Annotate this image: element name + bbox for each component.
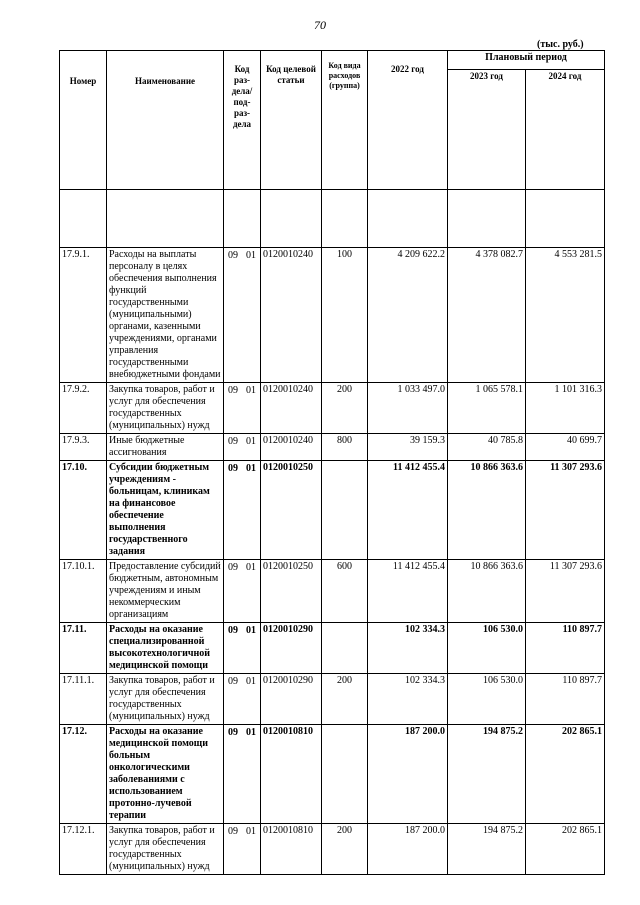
row-razdel: 09	[228, 436, 238, 447]
row-value-2023: 106 530.0	[448, 623, 526, 674]
row-value-2022: 102 334.3	[368, 674, 448, 725]
row-razdel: 09	[228, 826, 238, 837]
row-value-2023: 194 875.2	[448, 824, 526, 875]
table-row	[60, 434, 605, 461]
row-name: Субсидии бюджетным учреждениям - больницам, клиникам на финансовое обеспечение выполнения государственного задания	[107, 461, 224, 560]
row-number: 17.9.1.	[60, 248, 107, 383]
row-target-code: 0120010250	[261, 461, 322, 560]
row-razdel: 09	[228, 463, 238, 474]
row-value-2024: 40 699.7	[526, 434, 605, 461]
row-razdel: 09	[228, 562, 238, 573]
row-expense-type	[322, 461, 368, 560]
row-podrazdel: 01	[246, 385, 256, 396]
header-year-2024: 2024 год	[526, 70, 605, 190]
row-expense-type: 800	[322, 434, 368, 461]
row-podrazdel: 01	[246, 436, 256, 447]
table-row	[60, 824, 605, 875]
row-name: Иные бюджетные ассигнования	[107, 434, 224, 461]
row-name: Предоставление субсидий бюджетным, автономным учреждениям и иным некоммерческим организациям	[107, 560, 224, 623]
header-plan-period: Плановый период	[448, 51, 605, 70]
row-value-2023: 40 785.8	[448, 434, 526, 461]
row-podrazdel: 01	[246, 250, 256, 261]
row-number: 17.10.1.	[60, 560, 107, 623]
row-target-code: 0120010810	[261, 824, 322, 875]
row-value-2022: 4 209 622.2	[368, 248, 448, 383]
header-year-2023: 2023 год	[448, 70, 526, 190]
row-value-2024: 1 101 316.3	[526, 383, 605, 434]
row-razdel: 09	[228, 625, 238, 636]
row-value-2024: 11 307 293.6	[526, 560, 605, 623]
row-expense-type	[322, 725, 368, 824]
row-value-2024: 202 865.1	[526, 824, 605, 875]
row-target-code: 0120010810	[261, 725, 322, 824]
row-section-code	[224, 725, 261, 824]
row-value-2024: 4 553 281.5	[526, 248, 605, 383]
row-value-2024: 110 897.7	[526, 623, 605, 674]
row-name: Расходы на оказание специализированной высокотехнологичной медицинской помощи	[107, 623, 224, 674]
row-podrazdel: 01	[246, 463, 256, 474]
row-razdel: 09	[228, 676, 238, 687]
row-target-code: 0120010240	[261, 248, 322, 383]
row-value-2023: 4 378 082.7	[448, 248, 526, 383]
row-name: Закупка товаров, работ и услуг для обеспечения государственных (муниципальных) нужд	[107, 824, 224, 875]
row-value-2023: 194 875.2	[448, 725, 526, 824]
row-section-code	[224, 248, 261, 383]
header-year-2022: 2022 год	[368, 51, 448, 190]
table-row	[60, 248, 605, 383]
row-podrazdel: 01	[246, 625, 256, 636]
row-razdel: 09	[228, 727, 238, 738]
row-expense-type: 100	[322, 248, 368, 383]
row-target-code: 0120010240	[261, 383, 322, 434]
row-expense-type: 200	[322, 824, 368, 875]
row-section-code	[224, 383, 261, 434]
row-expense-type	[322, 623, 368, 674]
row-section-code	[224, 824, 261, 875]
row-target-code: 0120010240	[261, 434, 322, 461]
row-name: Закупка товаров, работ и услуг для обеспечения государственных (муниципальных) нужд	[107, 674, 224, 725]
table-row	[60, 623, 605, 674]
row-value-2022: 187 200.0	[368, 725, 448, 824]
row-value-2023: 10 866 363.6	[448, 560, 526, 623]
row-value-2022: 102 334.3	[368, 623, 448, 674]
budget-table	[59, 50, 605, 875]
row-name: Расходы на выплаты персоналу в целях обеспечения выполнения функций государственными (муниципальными) органами, казенными учреждениями, органами управления государственными внебюджетными фондами	[107, 248, 224, 383]
row-podrazdel: 01	[246, 676, 256, 687]
page-number: 70	[314, 18, 326, 32]
row-podrazdel: 01	[246, 727, 256, 738]
row-target-code: 0120010290	[261, 674, 322, 725]
row-value-2024: 11 307 293.6	[526, 461, 605, 560]
header-target-code: Код целевой статьи	[261, 51, 322, 190]
row-value-2022: 39 159.3	[368, 434, 448, 461]
row-section-code	[224, 434, 261, 461]
row-value-2023: 106 530.0	[448, 674, 526, 725]
table-row	[60, 725, 605, 824]
row-section-code	[224, 623, 261, 674]
header-section-code: Код раз-дела/ под-раз-дела	[224, 51, 261, 190]
row-value-2022: 187 200.0	[368, 824, 448, 875]
row-number: 17.11.1.	[60, 674, 107, 725]
row-value-2024: 110 897.7	[526, 674, 605, 725]
row-name: Закупка товаров, работ и услуг для обеспечения государственных (муниципальных) нужд	[107, 383, 224, 434]
row-number: 17.12.	[60, 725, 107, 824]
row-expense-type: 600	[322, 560, 368, 623]
row-section-code	[224, 674, 261, 725]
row-number: 17.10.	[60, 461, 107, 560]
table-row	[60, 674, 605, 725]
row-number: 17.9.3.	[60, 434, 107, 461]
header-expense-type: Код вида расходов (группа)	[322, 51, 368, 190]
table-row	[60, 383, 605, 434]
row-number: 17.9.2.	[60, 383, 107, 434]
header-name: Наименование	[107, 51, 224, 190]
row-value-2023: 1 065 578.1	[448, 383, 526, 434]
row-target-code: 0120010290	[261, 623, 322, 674]
row-podrazdel: 01	[246, 562, 256, 573]
row-value-2022: 11 412 455.4	[368, 560, 448, 623]
units-label: (тыс. руб.)	[537, 39, 584, 50]
row-number: 17.11.	[60, 623, 107, 674]
row-value-2022: 1 033 497.0	[368, 383, 448, 434]
table-row	[60, 461, 605, 560]
row-value-2023: 10 866 363.6	[448, 461, 526, 560]
row-section-code	[224, 560, 261, 623]
row-value-2022: 11 412 455.4	[368, 461, 448, 560]
row-podrazdel: 01	[246, 826, 256, 837]
header-number: Номер	[60, 51, 107, 190]
row-number: 17.12.1.	[60, 824, 107, 875]
row-target-code: 0120010250	[261, 560, 322, 623]
row-razdel: 09	[228, 250, 238, 261]
row-expense-type: 200	[322, 674, 368, 725]
table-body	[60, 190, 605, 875]
row-razdel: 09	[228, 385, 238, 396]
row-section-code	[224, 461, 261, 560]
row-name: Расходы на оказание медицинской помощи больным онкологическими заболеваниями с использованием протонно-лучевой терапии	[107, 725, 224, 824]
row-expense-type: 200	[322, 383, 368, 434]
table-row	[60, 560, 605, 623]
row-value-2024: 202 865.1	[526, 725, 605, 824]
header-spacer-row	[60, 190, 605, 248]
